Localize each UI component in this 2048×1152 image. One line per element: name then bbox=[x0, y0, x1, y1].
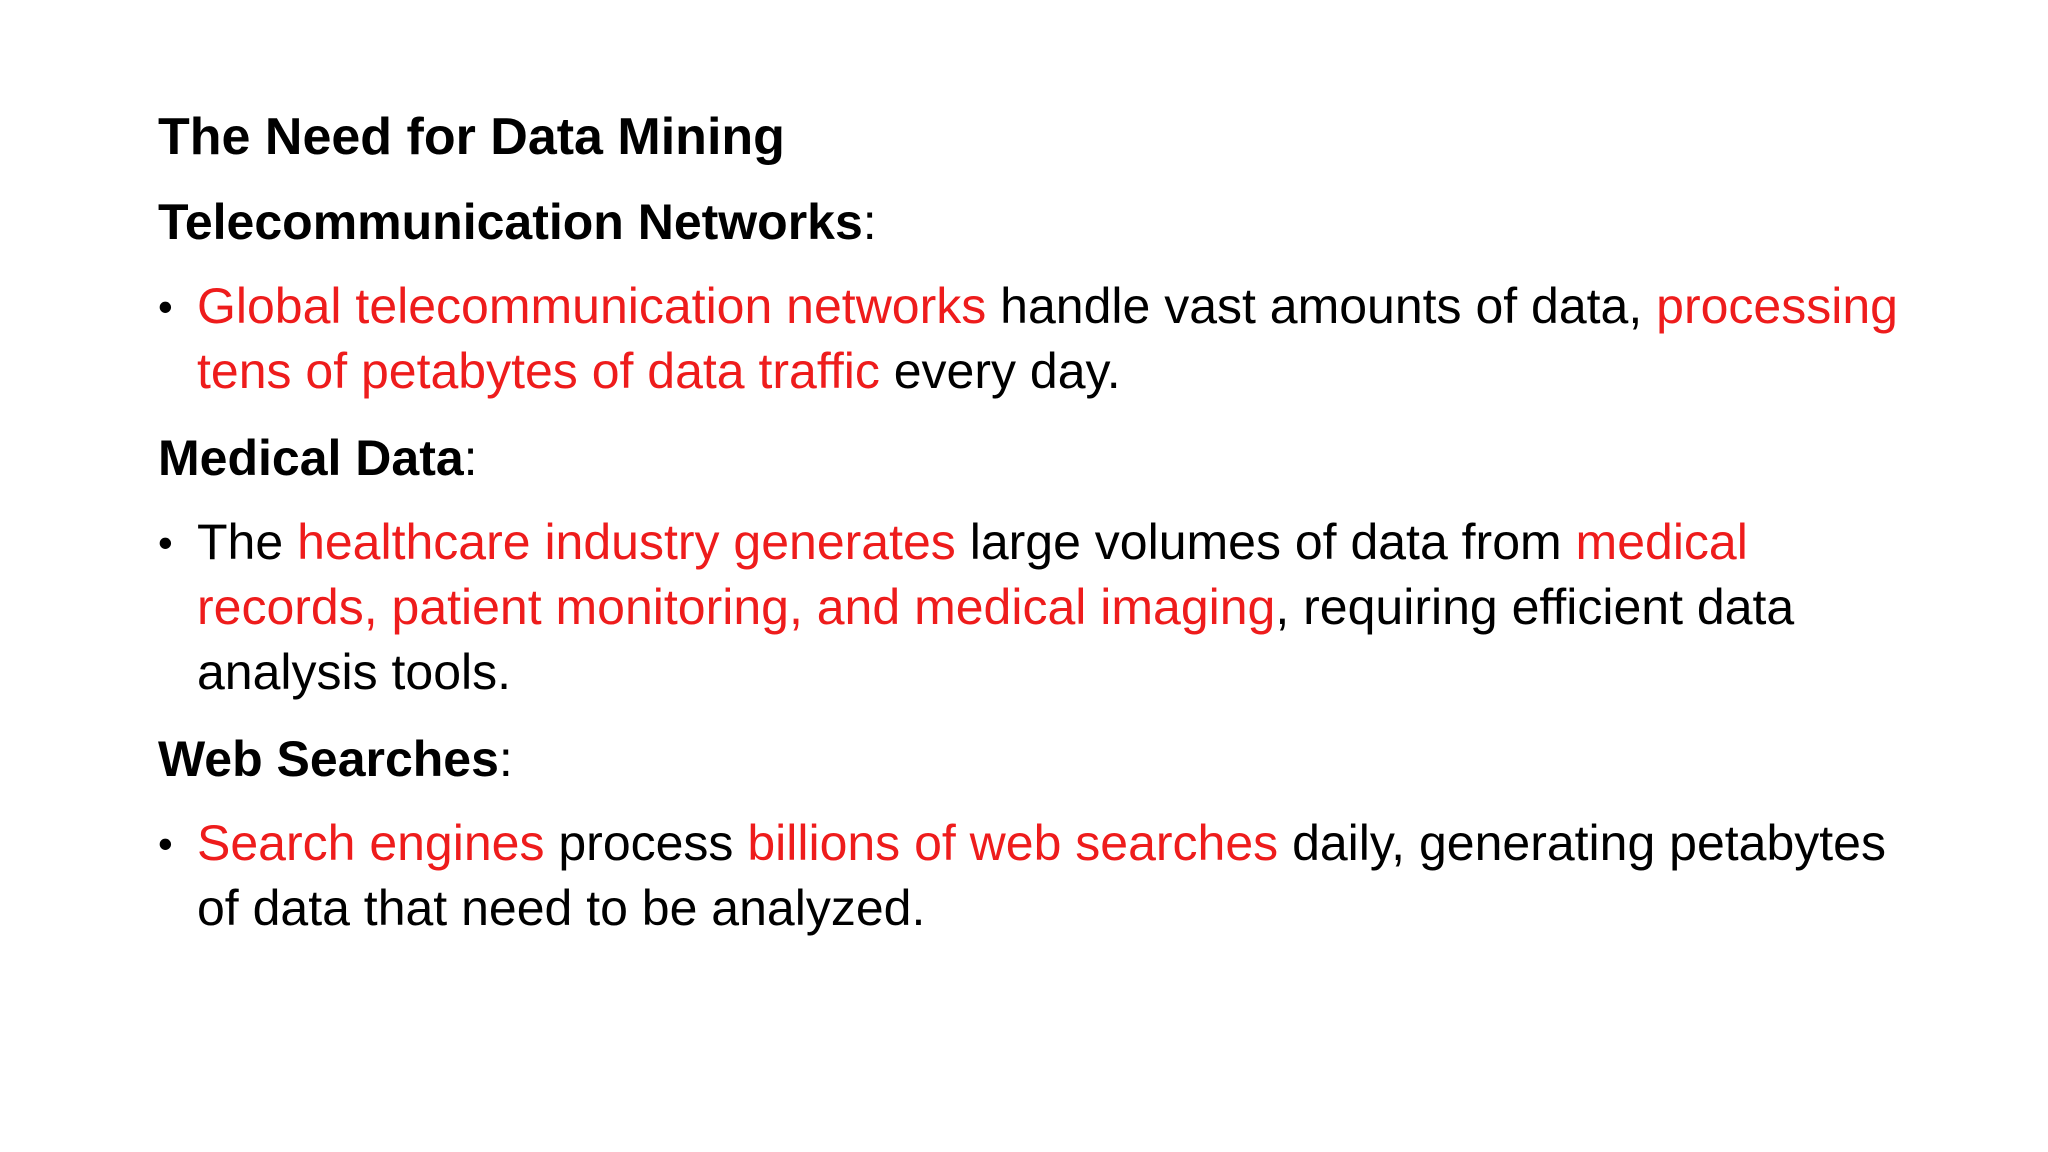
section-heading-label: Web Searches bbox=[158, 731, 499, 787]
section-heading-colon: : bbox=[862, 194, 877, 250]
body-text: , requiring efficient data analysis tools. bbox=[197, 579, 1795, 700]
bullet-medical bbox=[158, 510, 1918, 705]
slide-title: The Need for Data Mining bbox=[158, 108, 785, 166]
highlight-text: Search engines bbox=[197, 815, 545, 871]
body-text: The bbox=[197, 514, 298, 570]
section-heading-medical bbox=[158, 426, 1918, 490]
section-heading-colon: : bbox=[498, 731, 513, 787]
section-heading-web bbox=[158, 727, 1918, 791]
slide-content bbox=[158, 104, 1918, 963]
highlight-text: healthcare industry generates bbox=[297, 514, 956, 570]
bullet-icon: • bbox=[158, 820, 173, 867]
highlight-text: medical records, patient monitoring, and medical imaging bbox=[197, 514, 1748, 635]
highlight-text: processing tens of petabytes of data traffic bbox=[197, 278, 1898, 399]
body-text: large volumes of data from bbox=[955, 514, 1576, 570]
body-text: handle vast amounts of data, bbox=[986, 278, 1657, 334]
bullet-telecom bbox=[158, 274, 1918, 404]
highlight-text: Global telecommunication networks bbox=[197, 278, 987, 334]
body-text: every day. bbox=[879, 343, 1121, 399]
bullet-icon: • bbox=[158, 283, 173, 330]
section-heading-label: Telecommunication Networks bbox=[158, 194, 863, 250]
section-heading-label: Medical Data bbox=[158, 430, 464, 486]
body-text: process bbox=[544, 815, 748, 871]
bullet-icon: • bbox=[158, 519, 173, 566]
highlight-text: billions of web searches bbox=[747, 815, 1279, 871]
section-heading-telecom bbox=[158, 190, 1918, 254]
section-heading-colon: : bbox=[463, 430, 478, 486]
body-text: daily, generating petabytes of data that need to be analyzed. bbox=[197, 815, 1886, 936]
bullet-web bbox=[158, 811, 1918, 941]
